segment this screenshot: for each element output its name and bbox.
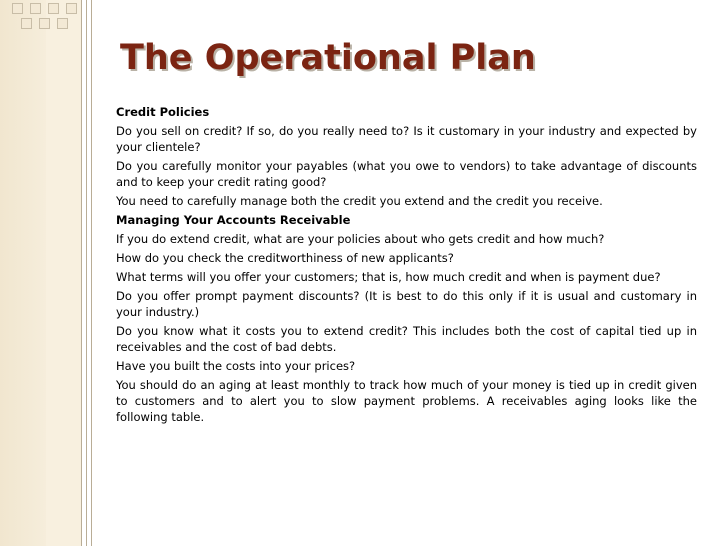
body-paragraph: You should do an aging at least monthly to track how much of your money is tied up in credit given to customers and to alert you to slow payment problems. A receivables aging looks like the following table. [116,378,697,424]
body-paragraph: You need to carefully manage both the credit you extend and the credit you receive. [116,194,603,208]
body-paragraph: Do you know what it costs you to extend credit? This includes both the cost of capital tied up in receivables and the cost of bad debts. [116,324,697,354]
body-paragraph: Do you carefully monitor your payables (what you owe to vendors) to take advantage of discounts and to keep your credit rating good? [116,159,697,189]
slide-title: The Operational Plan [120,38,536,78]
decorative-corner-squares [0,0,82,40]
body-paragraph: If you do extend credit, what are your policies about who gets credit and how much? [116,232,605,246]
corner-square [30,3,41,14]
body-paragraph: How do you check the creditworthiness of new applicants? [116,251,454,265]
section-heading: Managing Your Accounts Receivable [116,213,351,227]
section-heading: Credit Policies [116,105,210,119]
body-paragraph: Do you offer prompt payment discounts? (It is best to do this only if it is usual and customary in your industry.) [116,289,697,319]
body-paragraph: Have you built the costs into your prices? [116,359,356,373]
body-paragraph: What terms will you offer your customers; that is, how much credit and when is payment due? [116,270,661,284]
slide-body [116,104,697,428]
divider-line [81,0,82,546]
corner-square [39,18,50,29]
corner-square [57,18,68,29]
corner-square [48,3,59,14]
divider-line [86,0,87,546]
side-band-stripe [46,0,82,546]
corner-square [12,3,23,14]
divider-line [91,0,92,546]
corner-square [21,18,32,29]
body-paragraph: Do you sell on credit? If so, do you really need to? Is it customary in your industry and expected by your clientele? [116,124,697,154]
corner-square [66,3,77,14]
decorative-side-band [0,0,82,546]
